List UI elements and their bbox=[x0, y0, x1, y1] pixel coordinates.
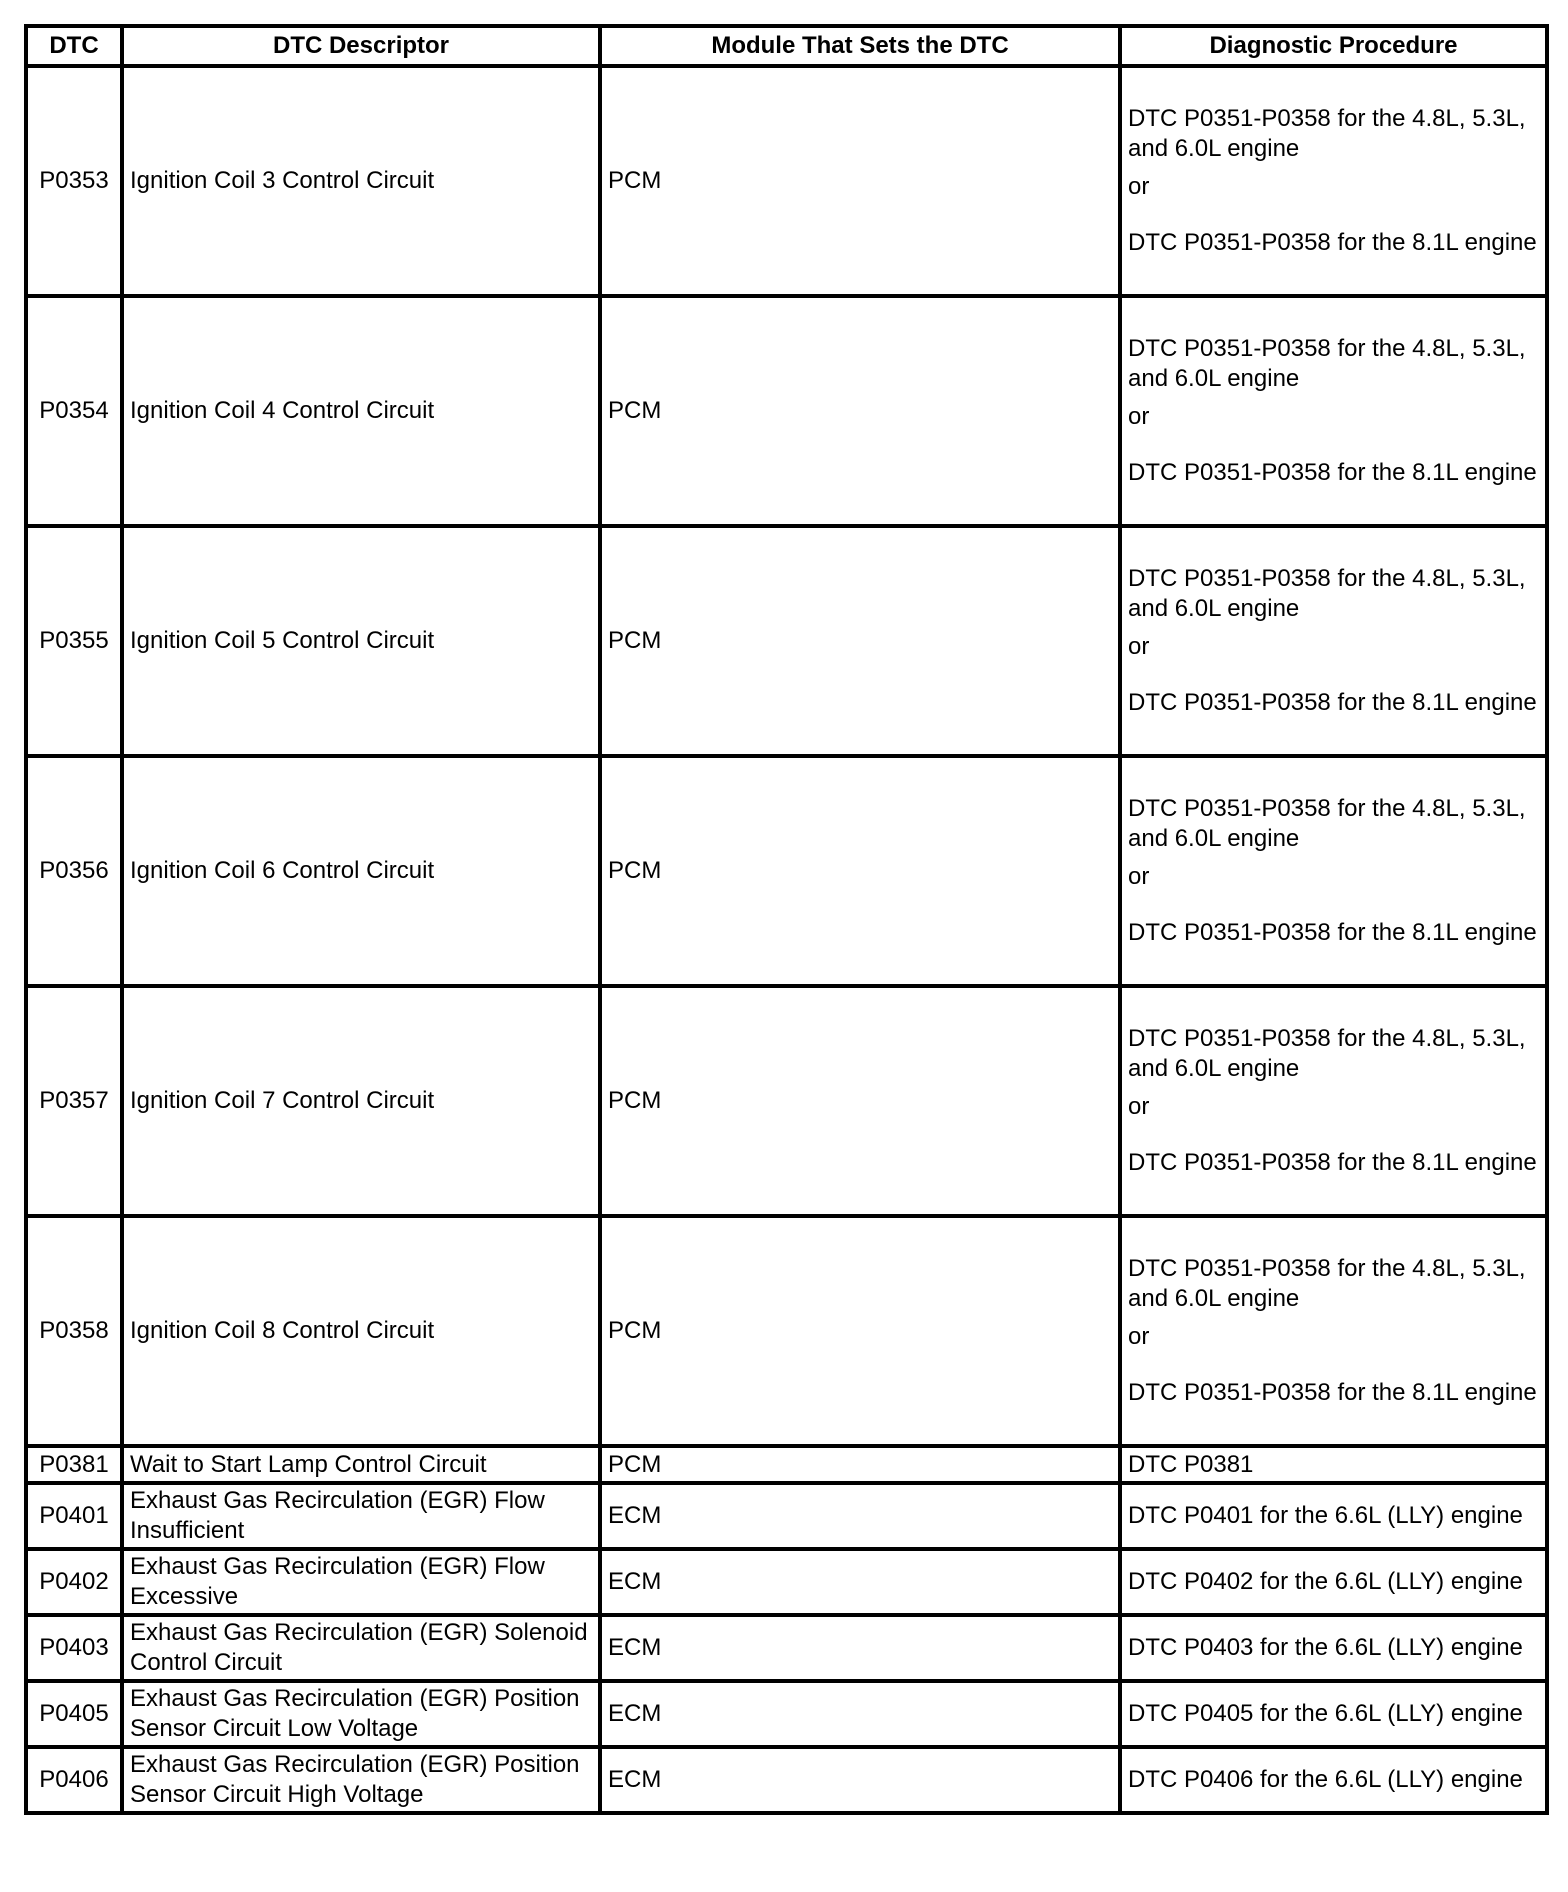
dtc-code: P0402 bbox=[26, 1549, 122, 1615]
dtc-module: ECM bbox=[600, 1615, 1120, 1681]
header-procedure: Diagnostic Procedure bbox=[1120, 26, 1547, 66]
dtc-descriptor: Exhaust Gas Recirculation (EGR) Flow Insufficient bbox=[122, 1483, 600, 1549]
dtc-procedure bbox=[1120, 66, 1547, 296]
dtc-descriptor: Ignition Coil 4 Control Circuit bbox=[122, 296, 600, 526]
dtc-descriptor: Ignition Coil 7 Control Circuit bbox=[122, 986, 600, 1216]
procedure-alternate: DTC P0351-P0358 for the 8.1L engine bbox=[1128, 919, 1537, 946]
procedure-or: or bbox=[1128, 633, 1150, 660]
dtc-code: P0381 bbox=[26, 1446, 122, 1483]
dtc-descriptor: Exhaust Gas Recirculation (EGR) Position Sensor Circuit Low Voltage bbox=[122, 1681, 600, 1747]
header-descriptor: DTC Descriptor bbox=[122, 26, 600, 66]
dtc-module: PCM bbox=[600, 756, 1120, 986]
dtc-code: P0405 bbox=[26, 1681, 122, 1747]
dtc-procedure: DTC P0401 for the 6.6L (LLY) engine bbox=[1120, 1483, 1547, 1549]
table-row bbox=[26, 526, 1547, 756]
dtc-descriptor: Exhaust Gas Recirculation (EGR) Solenoid Control Circuit bbox=[122, 1615, 600, 1681]
table-row bbox=[26, 756, 1547, 986]
procedure-primary: DTC P0351-P0358 for the 4.8L, 5.3L, and 6.0L engine bbox=[1128, 105, 1526, 162]
procedure-alternate: DTC P0351-P0358 for the 8.1L engine bbox=[1128, 459, 1537, 486]
dtc-descriptor: Ignition Coil 8 Control Circuit bbox=[122, 1216, 600, 1446]
procedure-or: or bbox=[1128, 1093, 1150, 1120]
table-row bbox=[26, 296, 1547, 526]
dtc-module: PCM bbox=[600, 1216, 1120, 1446]
table-row bbox=[26, 1483, 1547, 1549]
dtc-descriptor: Ignition Coil 5 Control Circuit bbox=[122, 526, 600, 756]
dtc-table bbox=[24, 24, 1549, 1815]
procedure-alternate: DTC P0351-P0358 for the 8.1L engine bbox=[1128, 1149, 1537, 1176]
dtc-procedure bbox=[1120, 296, 1547, 526]
table-row bbox=[26, 66, 1547, 296]
header-row bbox=[26, 26, 1547, 66]
dtc-descriptor: Ignition Coil 6 Control Circuit bbox=[122, 756, 600, 986]
table-row bbox=[26, 1216, 1547, 1446]
dtc-code: P0356 bbox=[26, 756, 122, 986]
procedure-alternate: DTC P0351-P0358 for the 8.1L engine bbox=[1128, 1379, 1537, 1406]
procedure-primary: DTC P0351-P0358 for the 4.8L, 5.3L, and 6.0L engine bbox=[1128, 1255, 1526, 1312]
header-module: Module That Sets the DTC bbox=[600, 26, 1120, 66]
dtc-module: ECM bbox=[600, 1681, 1120, 1747]
procedure-or: or bbox=[1128, 863, 1150, 890]
dtc-module: PCM bbox=[600, 1446, 1120, 1483]
dtc-module: PCM bbox=[600, 296, 1120, 526]
dtc-module: PCM bbox=[600, 66, 1120, 296]
table-row bbox=[26, 1549, 1547, 1615]
table-row bbox=[26, 986, 1547, 1216]
dtc-descriptor: Ignition Coil 3 Control Circuit bbox=[122, 66, 600, 296]
dtc-module: PCM bbox=[600, 986, 1120, 1216]
dtc-code: P0354 bbox=[26, 296, 122, 526]
procedure-alternate: DTC P0351-P0358 for the 8.1L engine bbox=[1128, 229, 1537, 256]
dtc-procedure bbox=[1120, 1216, 1547, 1446]
dtc-procedure: DTC P0405 for the 6.6L (LLY) engine bbox=[1120, 1681, 1547, 1747]
dtc-procedure: DTC P0406 for the 6.6L (LLY) engine bbox=[1120, 1747, 1547, 1813]
procedure-or: or bbox=[1128, 173, 1150, 200]
dtc-code: P0355 bbox=[26, 526, 122, 756]
dtc-procedure: DTC P0402 for the 6.6L (LLY) engine bbox=[1120, 1549, 1547, 1615]
dtc-module: PCM bbox=[600, 526, 1120, 756]
header-dtc: DTC bbox=[26, 26, 122, 66]
table-row bbox=[26, 1681, 1547, 1747]
procedure-or: or bbox=[1128, 1323, 1150, 1350]
dtc-procedure: DTC P0403 for the 6.6L (LLY) engine bbox=[1120, 1615, 1547, 1681]
dtc-descriptor: Exhaust Gas Recirculation (EGR) Flow Excessive bbox=[122, 1549, 600, 1615]
dtc-procedure bbox=[1120, 756, 1547, 986]
table-row bbox=[26, 1446, 1547, 1483]
procedure-primary: DTC P0351-P0358 for the 4.8L, 5.3L, and 6.0L engine bbox=[1128, 335, 1526, 392]
procedure-or: or bbox=[1128, 403, 1150, 430]
dtc-procedure: DTC P0381 bbox=[1120, 1446, 1547, 1483]
dtc-code: P0403 bbox=[26, 1615, 122, 1681]
table-row bbox=[26, 1615, 1547, 1681]
dtc-code: P0357 bbox=[26, 986, 122, 1216]
dtc-code: P0401 bbox=[26, 1483, 122, 1549]
dtc-procedure bbox=[1120, 986, 1547, 1216]
dtc-module: ECM bbox=[600, 1549, 1120, 1615]
dtc-module: ECM bbox=[600, 1747, 1120, 1813]
table-row bbox=[26, 1747, 1547, 1813]
procedure-primary: DTC P0351-P0358 for the 4.8L, 5.3L, and 6.0L engine bbox=[1128, 1025, 1526, 1082]
procedure-primary: DTC P0351-P0358 for the 4.8L, 5.3L, and 6.0L engine bbox=[1128, 565, 1526, 622]
dtc-procedure bbox=[1120, 526, 1547, 756]
dtc-code: P0353 bbox=[26, 66, 122, 296]
dtc-code: P0358 bbox=[26, 1216, 122, 1446]
procedure-alternate: DTC P0351-P0358 for the 8.1L engine bbox=[1128, 689, 1537, 716]
dtc-module: ECM bbox=[600, 1483, 1120, 1549]
procedure-primary: DTC P0351-P0358 for the 4.8L, 5.3L, and 6.0L engine bbox=[1128, 795, 1526, 852]
dtc-descriptor: Wait to Start Lamp Control Circuit bbox=[122, 1446, 600, 1483]
dtc-code: P0406 bbox=[26, 1747, 122, 1813]
dtc-descriptor: Exhaust Gas Recirculation (EGR) Position Sensor Circuit High Voltage bbox=[122, 1747, 600, 1813]
